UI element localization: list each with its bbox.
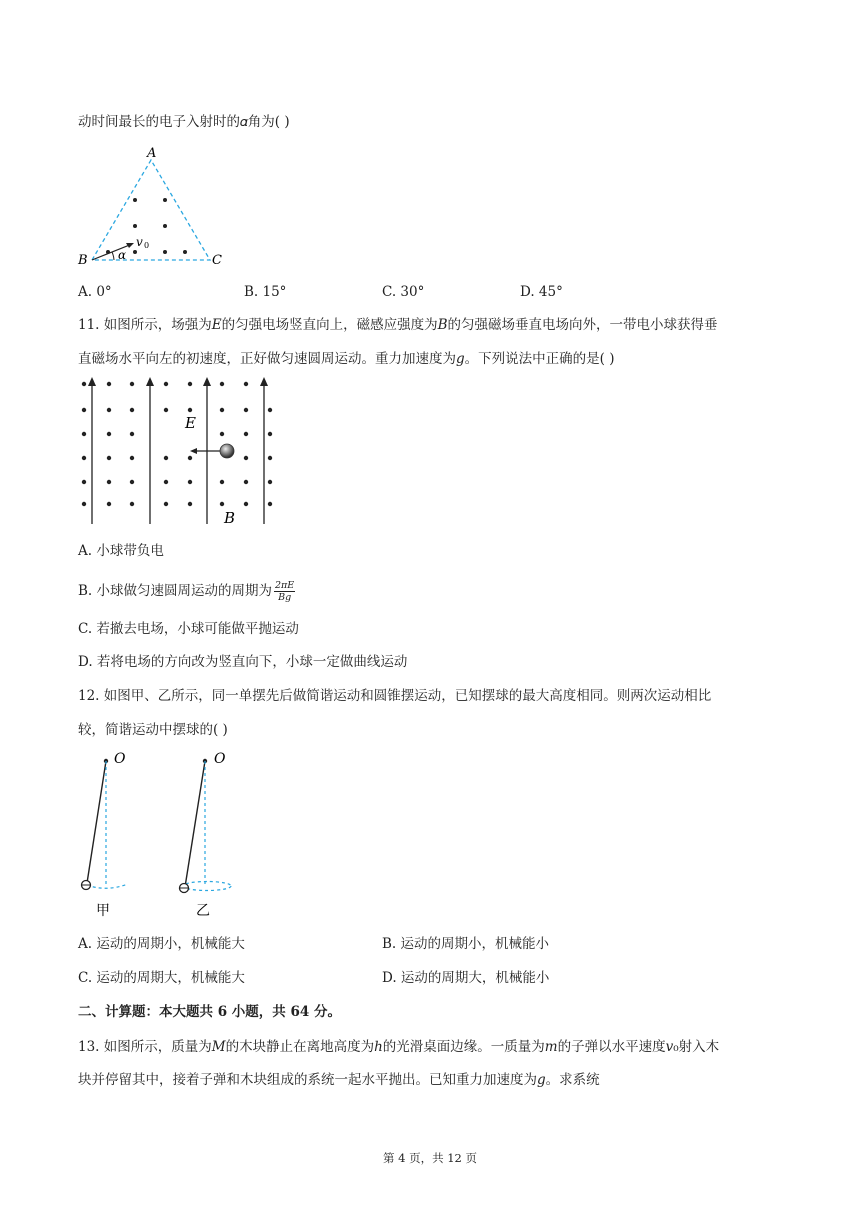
- q10-option-b[interactable]: B. 15°: [244, 284, 287, 300]
- fraction: [274, 580, 295, 603]
- label-E: E: [185, 414, 196, 432]
- label-v0: v: [136, 235, 143, 249]
- q11-option-a[interactable]: A. 小球带负电: [78, 543, 164, 559]
- q12-option-b[interactable]: B. 运动的周期小，机械能小: [382, 936, 550, 952]
- label-A: A: [147, 146, 157, 161]
- q12-option-d[interactable]: D. 运动的周期大，机械能小: [382, 970, 550, 986]
- q12-option-a[interactable]: A. 运动的周期小，机械能大: [78, 936, 245, 952]
- q10-option-a[interactable]: A. 0°: [78, 284, 112, 300]
- section-heading: 二、计算题：本大题共 6 小题，共 64 分。: [78, 1004, 341, 1020]
- q12-option-c[interactable]: C. 运动的周期大，机械能大: [78, 970, 245, 986]
- fraction-denominator: 𝐵𝑔: [278, 592, 292, 603]
- q11-option-b-text: B. 小球做匀速圆周运动的周期为: [78, 583, 273, 599]
- label-jia: 甲: [96, 903, 110, 919]
- q11-option-d[interactable]: D. 若将电场的方向改为竖直向下，小球一定做曲线运动: [78, 654, 408, 670]
- label-yi: 乙: [196, 903, 210, 919]
- label-B-field: B: [224, 509, 236, 527]
- label-O-right: O: [214, 751, 226, 767]
- pendulum-figure: [74, 744, 254, 920]
- label-alpha: α: [118, 248, 127, 262]
- page-footer: 第 4 页，共 12 页: [382, 1151, 478, 1165]
- q10-option-d[interactable]: D. 45°: [520, 284, 563, 300]
- q10-question-tail: 动时间最长的电子入射时的𝛼角为( ): [78, 114, 290, 130]
- label-O-left: O: [114, 751, 126, 767]
- q12-question-line2: 较，简谐运动中摆球的( ): [78, 722, 228, 738]
- triangle-figure: [74, 142, 234, 268]
- label-B: B: [78, 253, 88, 268]
- q11-question-line2: 直磁场水平向左的初速度，正好做匀速圆周运动。重力加速度为𝑔。下列说法中正确的是( ): [78, 351, 615, 367]
- charged-ball-icon: [220, 444, 234, 458]
- q10-option-c[interactable]: C. 30°: [382, 284, 425, 300]
- q13-question-line1: 13. 如图所示，质量为𝑀的木块静止在离地高度为ℎ的光滑桌面边缘。一质量为𝑚的子弹以水平速度𝑣₀射入木: [78, 1039, 720, 1055]
- label-C: C: [212, 253, 222, 268]
- label-v0-sub: 0: [144, 241, 150, 250]
- field-figure: [74, 374, 284, 530]
- q13-question-line2: 块并停留其中，接着子弹和木块组成的系统一起水平抛出。已知重力加速度为𝑔。求系统: [78, 1072, 600, 1088]
- q11-question-line1: 11. 如图所示，场强为𝐸的匀强电场竖直向上，磁感应强度为𝐵的匀强磁场垂直电场向外，一带电小球获得垂: [78, 317, 718, 333]
- q12-question-line1: 12. 如图甲、乙所示，同一单摆先后做简谐运动和圆锥摆运动，已知摆球的最大高度相同。则两次运动相比: [78, 688, 712, 704]
- fraction-numerator: 2𝜋𝐸: [275, 580, 295, 591]
- q11-option-b[interactable]: [78, 580, 295, 603]
- q11-option-c[interactable]: C. 若撤去电场，小球可能做平抛运动: [78, 621, 299, 637]
